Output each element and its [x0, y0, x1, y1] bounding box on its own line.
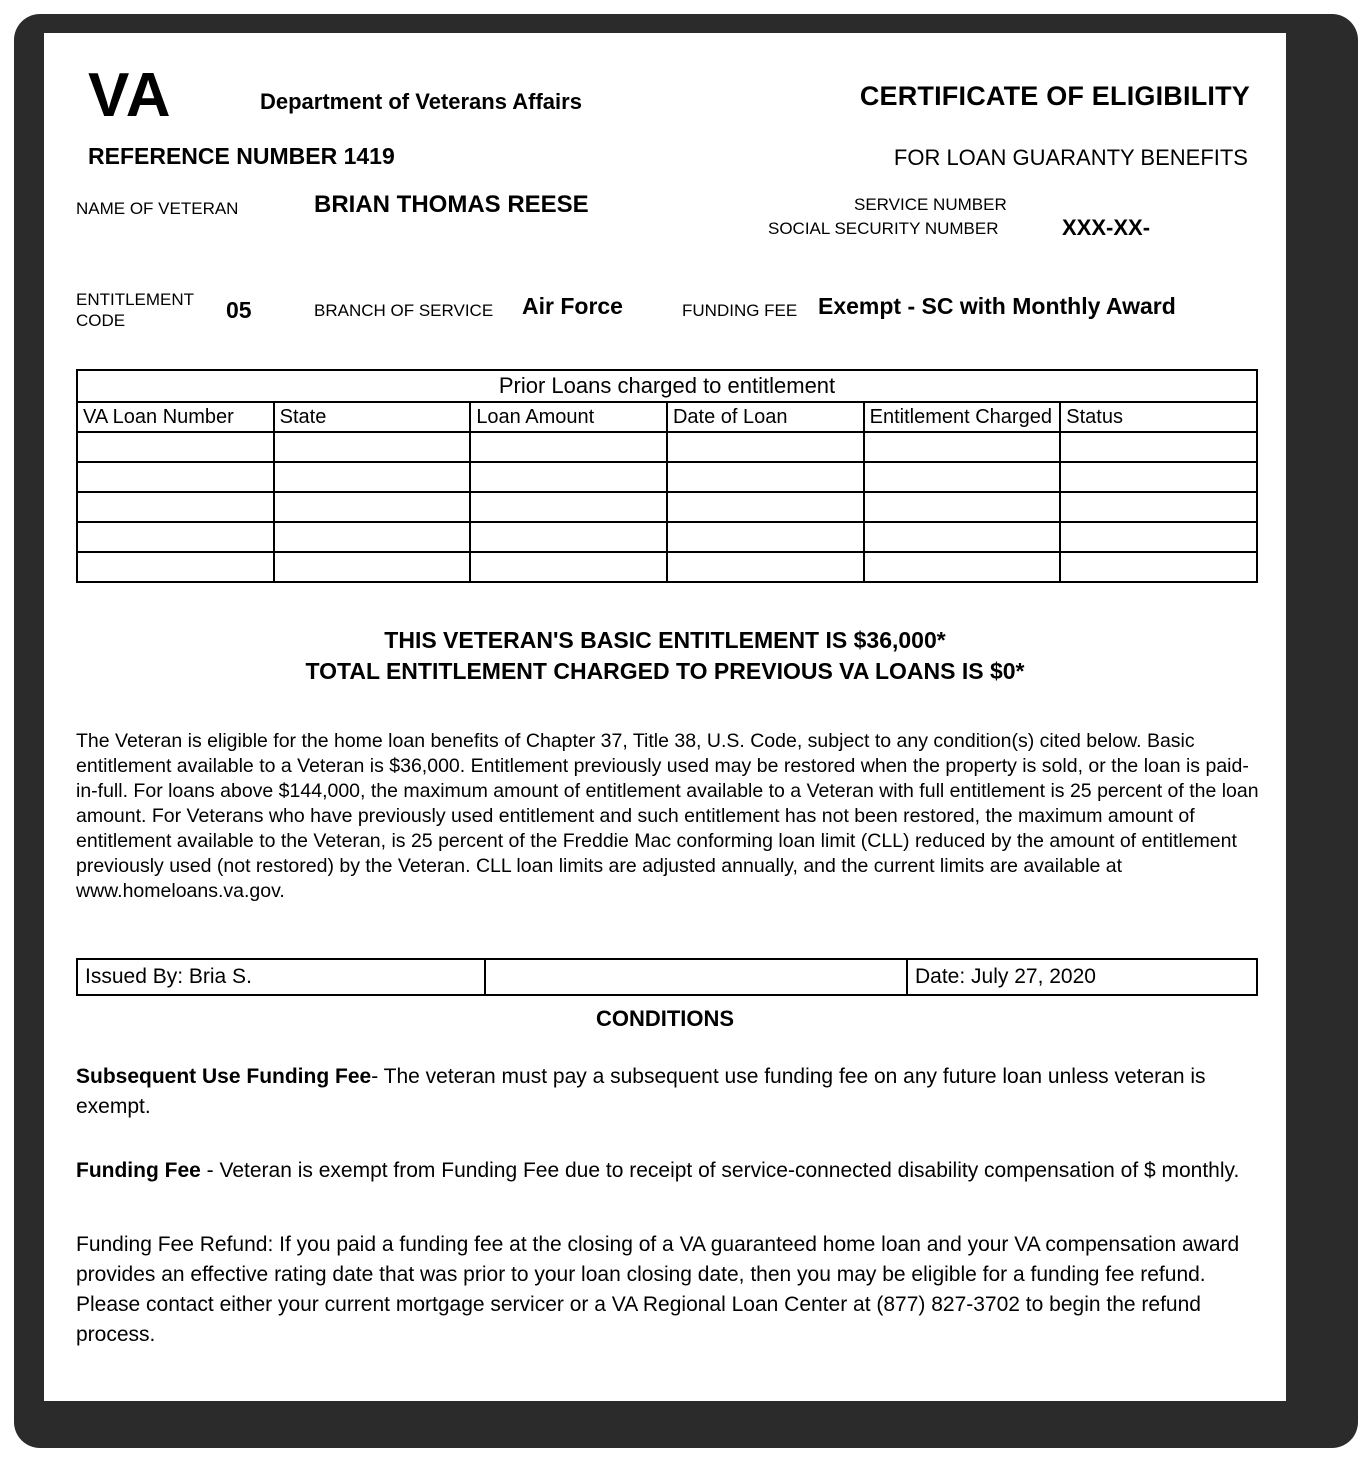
cell-state — [274, 552, 471, 582]
cell-status — [1060, 522, 1257, 552]
table-row — [77, 432, 1257, 462]
charged-entitlement-statement: TOTAL ENTITLEMENT CHARGED TO PREVIOUS VA LOANS IS $0* — [305, 658, 1025, 684]
column-header-va-loan-number: VA Loan Number — [77, 402, 274, 432]
cell-entitlement-charged — [864, 492, 1061, 522]
page-subtitle: FOR LOAN GUARANTY BENEFITS — [893, 145, 1248, 170]
prior-loans-caption: Prior Loans charged to entitlement — [77, 370, 1257, 402]
cell-va-loan-number — [77, 432, 274, 462]
cell-loan-amount — [470, 522, 667, 552]
page-title: CERTIFICATE OF ELIGIBILITY — [859, 81, 1250, 111]
table-row — [77, 552, 1257, 582]
conditions-heading: CONDITIONS — [595, 1006, 735, 1031]
condition-lead: Funding Fee — [76, 1159, 201, 1182]
cell-date-of-loan — [667, 462, 864, 492]
cell-entitlement-charged — [864, 432, 1061, 462]
cell-state — [274, 522, 471, 552]
column-header-state: State — [274, 402, 471, 432]
cell-status — [1060, 462, 1257, 492]
table-row — [77, 492, 1257, 522]
issued-row — [77, 959, 1257, 995]
entitlement-statements — [74, 625, 1256, 687]
funding-fee-label: FUNDING FEE — [682, 301, 798, 320]
document-header — [74, 63, 1256, 191]
cell-va-loan-number — [77, 462, 274, 492]
eligibility-paragraph: The Veteran is eligible for the home loan benefits of Chapter 37, Title 38, U.S. Code, subject to any condition(s) cited below. Basic entitlement available to a Veteran is $36,000. Entitlement previously used may be restored when the property is sold, or the loan is paid-in-full. For loans above $144,000, the maximum amount of entitlement available to a Veteran with full entitlement is 25 percent of the loan amount. For Veterans who have previously used entitlement and such entitlement has not been restored, the maximum amount of entitlement available to the Veteran, is 25 percent of the Freddie Mac conforming loan limit (CLL) reduced by the amount of entitlement previously used (not restored) by the Veteran. CLL loan limits are adjusted annually, and the current limits are available at www.homeloans.va.gov. — [76, 730, 1259, 902]
issued-by-value: Issued By: Bria S. — [77, 959, 485, 995]
entitlement-summary-block — [74, 283, 1256, 369]
certificate-page — [44, 33, 1286, 1401]
table-caption-row — [77, 370, 1257, 402]
cell-state — [274, 462, 471, 492]
cell-entitlement-charged — [864, 552, 1061, 582]
issued-middle-cell — [485, 959, 907, 995]
cell-loan-amount — [470, 492, 667, 522]
cell-entitlement-charged — [864, 462, 1061, 492]
issued-date-value: Date: July 27, 2020 — [907, 959, 1257, 995]
cell-status — [1060, 492, 1257, 522]
column-header-date-of-loan: Date of Loan — [667, 402, 864, 432]
va-logo: VA — [88, 61, 172, 130]
branch-of-service-label: BRANCH OF SERVICE — [314, 301, 494, 320]
cell-va-loan-number — [77, 522, 274, 552]
social-security-number-value: XXX-XX- — [1062, 215, 1151, 240]
cell-status — [1060, 552, 1257, 582]
cell-loan-amount — [470, 552, 667, 582]
condition-text: Funding Fee Refund: If you paid a funding fee at the closing of a VA guaranteed home loan and your VA compensation award provides an effective rating date that was prior to your loan closing date, then you may be eligible for a funding fee refund. Please contact either your current mortgage servicer or a VA Regional Loan Center at (877) 827-3702 to begin the refund process. — [76, 1233, 1240, 1346]
condition-text: - The veteran must pay a subsequent use funding fee on any future loan unless veteran is exempt. — [76, 1065, 1206, 1118]
cell-loan-amount — [470, 462, 667, 492]
cell-status — [1060, 432, 1257, 462]
condition-item-subsequent-use-funding-fee — [76, 1062, 1256, 1122]
cell-state — [274, 432, 471, 462]
department-name: Department of Veterans Affairs — [260, 89, 582, 114]
funding-fee-value: Exempt - SC with Monthly Award — [818, 293, 1176, 319]
condition-item-funding-fee-refund — [76, 1230, 1256, 1350]
column-header-loan-amount: Loan Amount — [470, 402, 667, 432]
name-of-veteran-value: BRIAN THOMAS REESE — [314, 191, 589, 218]
cell-date-of-loan — [667, 492, 864, 522]
social-security-number-label: SOCIAL SECURITY NUMBER — [768, 219, 999, 238]
issued-by-bar — [76, 958, 1258, 996]
cell-loan-amount — [470, 432, 667, 462]
cell-va-loan-number — [77, 492, 274, 522]
cell-date-of-loan — [667, 552, 864, 582]
column-header-status: Status — [1060, 402, 1257, 432]
table-row — [77, 522, 1257, 552]
branch-of-service-value: Air Force — [522, 293, 623, 319]
condition-lead: Subsequent Use Funding Fee — [76, 1065, 372, 1088]
condition-text: - Veteran is exempt from Funding Fee due to receipt of service-connected disability compensation of $ monthly. — [200, 1159, 1240, 1182]
cell-date-of-loan — [667, 522, 864, 552]
basic-entitlement-statement: THIS VETERAN'S BASIC ENTITLEMENT IS $36,000* — [384, 627, 946, 653]
veteran-identity-block — [74, 191, 1256, 283]
name-of-veteran-label: NAME OF VETERAN — [76, 199, 239, 218]
table-row — [77, 462, 1257, 492]
entitlement-code-value: 05 — [226, 297, 252, 323]
entitlement-code-label: ENTITLEMENT CODE — [76, 290, 194, 330]
reference-number: REFERENCE NUMBER 1419 — [88, 143, 395, 169]
condition-item-funding-fee — [76, 1156, 1256, 1186]
prior-loans-table — [76, 369, 1258, 583]
cell-va-loan-number — [77, 552, 274, 582]
cell-state — [274, 492, 471, 522]
service-number-label: SERVICE NUMBER — [854, 195, 1007, 214]
cell-date-of-loan — [667, 432, 864, 462]
cell-entitlement-charged — [864, 522, 1061, 552]
table-header-row — [77, 402, 1257, 432]
column-header-entitlement-charged: Entitlement Charged — [864, 402, 1061, 432]
